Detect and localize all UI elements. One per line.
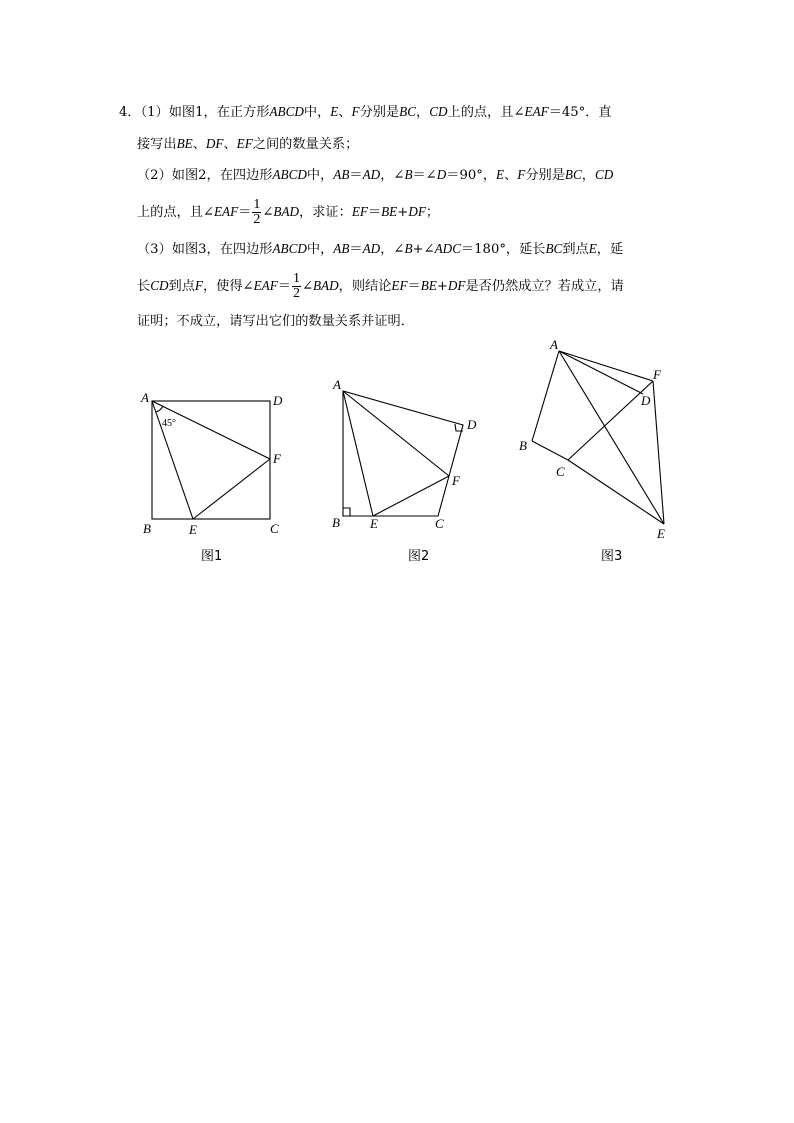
text-run: ＝45°．直 <box>548 105 612 120</box>
text-run: 、 <box>504 168 518 183</box>
math-var: E <box>330 104 339 119</box>
text-run: 到点 <box>168 279 195 294</box>
problem-number: 4． <box>119 105 141 120</box>
angle-arc <box>156 406 163 412</box>
math-var: BE <box>420 278 437 293</box>
segment-ae <box>559 351 664 524</box>
label-d: D <box>273 393 283 408</box>
label-f: F <box>273 451 281 466</box>
figure-3-caption: 图3 <box>601 549 623 564</box>
text-run: 证明；不成立，请写出它们的数量关系并证明． <box>137 314 414 329</box>
math-var: DF <box>447 278 466 293</box>
math-var: E <box>588 241 597 256</box>
text-run: ＝∠ <box>412 168 437 183</box>
text-run: ＝ <box>407 279 421 294</box>
text-run: ，∠ <box>380 242 405 257</box>
figure-2 <box>332 377 477 564</box>
math-var: F <box>194 278 203 293</box>
text-run: ，使得∠ <box>202 279 254 294</box>
math-var: ADC <box>434 241 461 256</box>
label-d: D <box>641 393 651 408</box>
text-run: （3）如图3，在四边形 <box>137 242 273 257</box>
text-run: 、 <box>192 137 206 152</box>
text-run: 中， <box>306 168 334 183</box>
angle-label: 45° <box>162 418 176 429</box>
math-var: BE <box>381 204 398 219</box>
text-run: 上的点，且∠ <box>447 105 525 120</box>
label-c: C <box>556 464 565 479</box>
text-run: 接写出 <box>137 137 177 152</box>
math-var: D <box>436 167 447 182</box>
text-run: + <box>436 279 448 294</box>
text-run: ∠ <box>301 279 313 294</box>
label-f: F <box>653 367 661 382</box>
text-run: 、 <box>223 137 237 152</box>
segment-ce <box>568 460 664 524</box>
label-c: C <box>270 521 279 536</box>
label-f: F <box>452 473 460 488</box>
text-run: 、 <box>338 105 352 120</box>
math-var: EAF <box>524 104 549 119</box>
text-run: 之间的数量关系； <box>252 137 359 152</box>
segment-bc <box>532 441 568 460</box>
math-var: B <box>404 241 413 256</box>
text-run: ＝180°，延长 <box>460 242 546 257</box>
segment-ef <box>373 476 449 516</box>
math-var: AB <box>333 241 350 256</box>
math-var: BC <box>564 167 582 182</box>
text-run: + <box>397 205 409 220</box>
text-run: 是否仍然成立？若成立，请 <box>465 279 624 294</box>
fraction-numerator: 1 <box>292 271 300 286</box>
text-run: ＝ <box>349 168 363 183</box>
math-var: ABCD <box>272 167 307 182</box>
math-var: ABCD <box>269 104 304 119</box>
text-run: ，则结论 <box>338 279 392 294</box>
math-var: AB <box>333 167 350 182</box>
figure-2-caption: 图2 <box>408 549 430 564</box>
text-run: ＝ <box>238 205 252 220</box>
segment-fe <box>653 381 664 524</box>
label-a: A <box>333 377 341 392</box>
text-run: 到点 <box>562 242 589 257</box>
text-run: （2）如图2，在四边形 <box>137 168 273 183</box>
math-var: EAF <box>253 278 278 293</box>
math-var: AD <box>362 241 381 256</box>
math-var: BC <box>545 241 563 256</box>
math-var: CD <box>150 278 169 293</box>
text-run: 分别是 <box>359 105 400 120</box>
text-run: ， <box>581 168 595 183</box>
segment-ef <box>193 459 270 519</box>
text-run: ； <box>425 205 440 220</box>
math-var: B <box>404 167 413 182</box>
text-run: ，求证： <box>299 205 352 220</box>
label-b: B <box>143 521 151 536</box>
segment-ae <box>343 391 373 516</box>
math-var: DF <box>408 204 426 219</box>
label-b: B <box>332 515 340 530</box>
text-run: 分别是 <box>525 168 565 183</box>
text-run: 上的点，且∠ <box>137 205 214 220</box>
text-run: ∠ <box>262 205 274 220</box>
text-run: ＝ <box>277 279 291 294</box>
fraction-numerator: 1 <box>253 197 261 212</box>
figure-3 <box>519 337 665 564</box>
segment-ab <box>532 351 559 441</box>
math-var: EF <box>351 204 368 219</box>
math-var: F <box>351 104 360 119</box>
text-run: 长 <box>137 279 151 294</box>
math-var: CD <box>429 104 448 119</box>
math-var: BAD <box>273 204 300 219</box>
text-run: （1）如图1，在正方形 <box>140 105 270 120</box>
label-e: E <box>657 526 665 541</box>
text-run: 中， <box>306 242 334 257</box>
text-run: ，∠ <box>380 168 405 183</box>
segment-af <box>343 391 449 476</box>
text-run: +∠ <box>412 242 435 257</box>
math-var: F <box>517 167 526 182</box>
text-run: 中， <box>303 105 331 120</box>
math-var: AD <box>362 167 381 182</box>
fraction-denominator: 2 <box>292 286 300 301</box>
label-b: B <box>519 438 527 453</box>
math-var: ABCD <box>272 241 307 256</box>
figure-1-caption: 图1 <box>201 549 223 564</box>
figure-1-drawing <box>140 390 283 564</box>
math-var: BAD <box>313 278 339 293</box>
math-var: E <box>496 167 505 182</box>
text-run: ＝ <box>349 242 363 257</box>
text-run: ，延 <box>596 242 624 257</box>
math-var: BC <box>399 104 416 119</box>
label-e: E <box>189 522 197 537</box>
fraction-denominator: 2 <box>253 212 261 227</box>
label-a: A <box>141 390 149 405</box>
quadrilateral-abcd <box>343 391 463 516</box>
label-c: C <box>435 516 444 531</box>
label-d: D <box>467 417 477 432</box>
math-var: BE <box>176 136 193 151</box>
math-var: EF <box>391 278 408 293</box>
math-var: CD <box>594 167 614 182</box>
right-angle-b <box>343 508 350 516</box>
math-var: EAF <box>214 204 239 219</box>
label-e: E <box>370 516 378 531</box>
text-run: ＝ <box>367 205 382 220</box>
math-var: EF <box>236 136 253 151</box>
text-run: ， <box>416 105 430 120</box>
label-a: A <box>550 337 558 352</box>
math-var: DF <box>205 136 224 151</box>
segment-af <box>559 351 653 381</box>
text-run: ＝90°， <box>446 168 497 183</box>
